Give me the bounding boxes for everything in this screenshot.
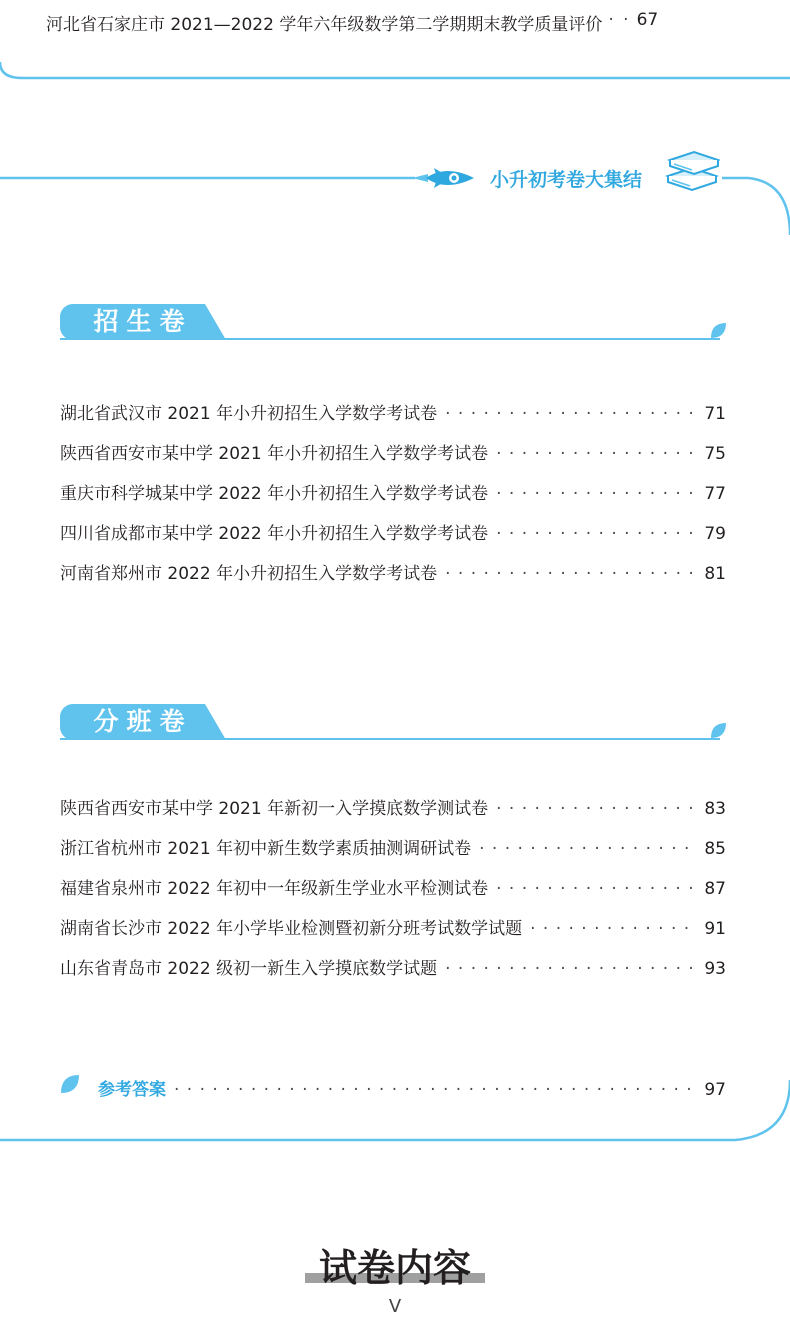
footer-title: 试卷内容 bbox=[318, 1246, 471, 1290]
rocket-icon bbox=[408, 160, 480, 196]
toc-entry-title: 河南省郑州市 2022 年小升初招生入学数学考试卷 bbox=[60, 564, 438, 584]
section-header-title: 分班卷 bbox=[93, 707, 193, 736]
toc-entry[interactable] bbox=[60, 519, 726, 544]
toc-leader-dots bbox=[445, 564, 696, 584]
banner-label: 小升初考卷大集结 bbox=[490, 169, 643, 191]
toc-leader-dots bbox=[530, 919, 696, 939]
toc-entry-title: 浙江省杭州市 2021 年初中新生数学素质抽测调研试卷 bbox=[60, 839, 472, 859]
toc-entry-title: 四川省成都市某中学 2022 年小升初招生入学数学考试卷 bbox=[60, 524, 489, 544]
toc-entry-page: 67 bbox=[636, 10, 659, 30]
toc-entry[interactable] bbox=[60, 559, 726, 584]
toc-entry-title: 福建省泉州市 2022 年初中一年级新生学业水平检测试卷 bbox=[60, 879, 489, 899]
toc-entry[interactable] bbox=[60, 479, 726, 504]
toc-entry[interactable] bbox=[60, 914, 726, 939]
toc-entry-page: 71 bbox=[704, 404, 726, 424]
toc-entry-title: 参考答案 bbox=[98, 1080, 166, 1100]
toc-leader-dots bbox=[496, 444, 696, 464]
toc-entry[interactable] bbox=[60, 794, 726, 819]
toc-entry[interactable] bbox=[60, 439, 726, 464]
toc-entry-title: 河北省石家庄市 2021—2022 学年六年级数学第二学期期末教学质量评价 bbox=[46, 15, 603, 35]
toc-leader-dots bbox=[445, 404, 696, 424]
toc-leader-dots bbox=[496, 484, 696, 504]
toc-entry-title: 重庆市科学城某中学 2022 年小升初招生入学数学考试卷 bbox=[60, 484, 489, 504]
section-header-title: 招生卷 bbox=[93, 307, 193, 336]
toc-leader-dots bbox=[174, 1080, 696, 1100]
toc-entry-page: 97 bbox=[704, 1080, 726, 1100]
toc-entry[interactable] bbox=[60, 834, 726, 859]
toc-leader-dots bbox=[479, 839, 696, 859]
toc-entry[interactable] bbox=[60, 874, 726, 899]
toc-entry-title: 湖南省长沙市 2022 年小学毕业检测暨初新分班考试数学试题 bbox=[60, 919, 523, 939]
toc-entry-page: 81 bbox=[704, 564, 726, 584]
leaf-icon bbox=[710, 722, 727, 739]
leaf-icon bbox=[710, 322, 727, 339]
toc-entry-title: 陕西省西安市某中学 2021 年小升初招生入学数学考试卷 bbox=[60, 444, 489, 464]
toc-entry-answers[interactable] bbox=[98, 1075, 726, 1100]
toc-entry-page: 79 bbox=[704, 524, 726, 544]
toc-entry-title: 陕西省西安市某中学 2021 年新初一入学摸底数学测试卷 bbox=[60, 799, 489, 819]
section-rule bbox=[60, 338, 720, 340]
page-number: V bbox=[388, 1296, 402, 1317]
toc-entry[interactable] bbox=[60, 954, 726, 979]
leaf-icon bbox=[60, 1074, 80, 1094]
toc-leader-dots bbox=[496, 524, 696, 544]
toc-leader-dots bbox=[496, 799, 696, 819]
toc-entry-page: 83 bbox=[704, 799, 726, 819]
toc-leader-dots bbox=[496, 879, 696, 899]
toc-entry-page: 85 bbox=[704, 839, 726, 859]
toc-entry[interactable] bbox=[60, 399, 726, 424]
toc-entry-continued[interactable] bbox=[46, 10, 736, 35]
toc-entry-page: 87 bbox=[704, 879, 726, 899]
toc-leader-dots: · · bbox=[608, 10, 631, 30]
toc-entry-page: 77 bbox=[704, 484, 726, 504]
toc-entry-title: 湖北省武汉市 2021 年小升初招生入学数学考试卷 bbox=[60, 404, 438, 424]
books-icon bbox=[664, 148, 720, 192]
toc-entry-title: 山东省青岛市 2022 级初一新生入学摸底数学试题 bbox=[60, 959, 438, 979]
section-rule bbox=[60, 738, 720, 740]
toc-entry-page: 93 bbox=[704, 959, 726, 979]
toc-entry-page: 75 bbox=[704, 444, 726, 464]
toc-leader-dots bbox=[445, 959, 696, 979]
toc-entry-page: 91 bbox=[704, 919, 726, 939]
